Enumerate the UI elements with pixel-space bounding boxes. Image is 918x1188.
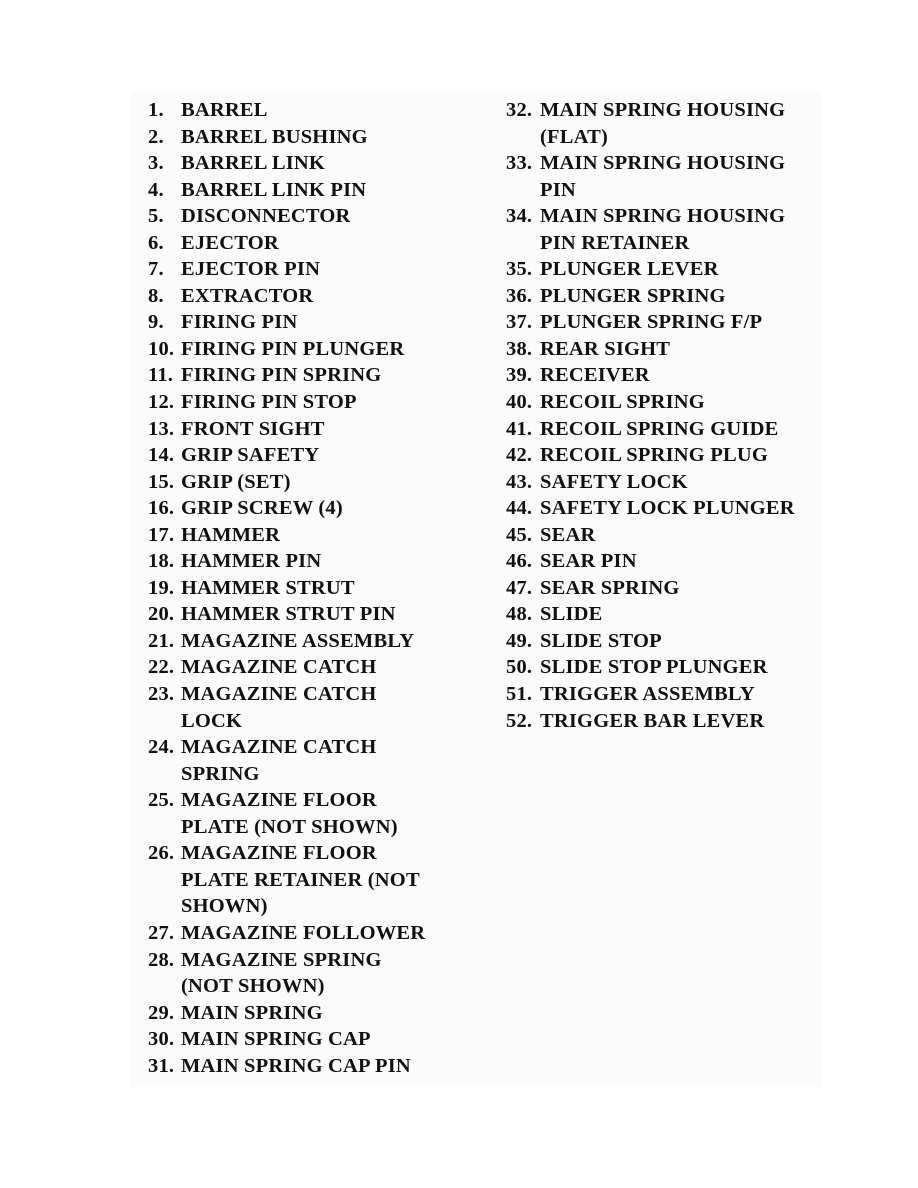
part-list-item — [148, 522, 425, 549]
part-name-line: SEAR SPRING — [540, 576, 680, 599]
part-name-line: EXTRACTOR — [181, 284, 314, 307]
part-number: 18. — [148, 550, 175, 573]
part-name — [540, 548, 637, 575]
part-name — [540, 469, 688, 496]
part-name-line: MAGAZINE CATCH — [181, 736, 377, 759]
part-name — [540, 283, 726, 310]
part-name — [540, 309, 762, 336]
part-list-item — [148, 1000, 425, 1027]
part-name — [540, 495, 795, 522]
part-number: 8. — [148, 284, 164, 307]
part-name-line: MAGAZINE ASSEMBLY — [181, 629, 415, 652]
part-name-line: SLIDE — [540, 603, 603, 626]
part-name-line: PLUNGER LEVER — [540, 258, 719, 281]
part-name-line: SHOWN) — [181, 895, 268, 918]
part-name — [181, 548, 321, 575]
part-name — [540, 654, 768, 681]
part-list-item — [148, 124, 425, 151]
part-name-line: PLUNGER SPRING — [540, 284, 726, 307]
part-name-line: REAR SIGHT — [540, 337, 671, 360]
part-list-item — [506, 203, 795, 256]
part-name-line: BARREL BUSHING — [181, 125, 368, 148]
part-name — [181, 230, 279, 257]
part-number: 16. — [148, 497, 175, 520]
part-name — [181, 654, 376, 681]
part-name-line: MAGAZINE CATCH — [181, 656, 377, 679]
part-number: 20. — [148, 603, 175, 626]
part-number: 25. — [148, 789, 175, 812]
part-list-item — [506, 708, 795, 735]
part-name-line: DISCONNECTOR — [181, 205, 351, 228]
part-name-line: PLUNGER SPRING F/P — [540, 311, 763, 334]
part-number: 24. — [148, 736, 175, 759]
part-name — [540, 416, 778, 443]
part-name-line: RECEIVER — [540, 364, 650, 387]
part-name-line: MAIN SPRING HOUSING — [540, 152, 786, 175]
part-name-line: MAGAZINE FLOOR — [181, 842, 377, 865]
part-name-line: GRIP (SET) — [181, 470, 291, 493]
part-list-item — [506, 362, 795, 389]
part-list-item — [506, 336, 795, 363]
part-name-line: SEAR — [540, 523, 596, 546]
part-name — [181, 416, 325, 443]
part-list-item — [506, 628, 795, 655]
part-name — [540, 97, 785, 150]
part-name-line: GRIP SAFETY — [181, 444, 320, 467]
part-name-line: TRIGGER ASSEMBLY — [540, 683, 755, 706]
part-name-line: PIN — [540, 178, 576, 201]
part-name — [540, 256, 719, 283]
part-number: 45. — [506, 523, 533, 546]
parts-list-right-column — [506, 97, 795, 734]
part-name-line: MAIN SPRING CAP PIN — [181, 1054, 411, 1077]
part-name-line: GRIP SCREW (4) — [181, 497, 343, 520]
part-name — [181, 920, 425, 947]
part-number: 35. — [506, 258, 533, 281]
part-name — [181, 283, 313, 310]
part-name — [181, 469, 291, 496]
part-number: 43. — [506, 470, 533, 493]
part-list-item — [148, 283, 425, 310]
part-list-item — [148, 1053, 425, 1080]
part-number: 27. — [148, 921, 175, 944]
part-name — [181, 947, 382, 1000]
part-number: 49. — [506, 629, 533, 652]
part-number: 51. — [506, 683, 533, 706]
part-list-item — [506, 309, 795, 336]
part-name — [540, 601, 603, 628]
part-name-line: MAGAZINE CATCH — [181, 683, 377, 706]
part-list-item — [148, 177, 425, 204]
part-name-line: SLIDE STOP — [540, 629, 662, 652]
part-number: 11. — [148, 364, 174, 387]
part-number: 50. — [506, 656, 533, 679]
part-name — [540, 389, 705, 416]
part-number: 37. — [506, 311, 533, 334]
part-number: 21. — [148, 629, 175, 652]
part-number: 31. — [148, 1054, 175, 1077]
part-name — [181, 522, 280, 549]
part-number: 4. — [148, 178, 164, 201]
part-name — [540, 336, 670, 363]
part-list-item — [148, 920, 425, 947]
part-number: 1. — [148, 99, 164, 121]
part-number: 34. — [506, 205, 533, 228]
part-name-line: SEAR PIN — [540, 550, 637, 573]
part-name-line: BARREL — [181, 99, 268, 121]
part-name-line: HAMMER — [181, 523, 281, 546]
part-name — [181, 97, 268, 124]
part-number: 9. — [148, 311, 164, 334]
part-name-line: BARREL LINK — [181, 152, 326, 175]
part-number: 38. — [506, 337, 533, 360]
part-list-item — [148, 362, 425, 389]
part-list-item — [506, 548, 795, 575]
part-name-line: MAGAZINE FOLLOWER — [181, 921, 426, 944]
part-name-line: (NOT SHOWN) — [181, 975, 325, 998]
part-number: 44. — [506, 497, 533, 520]
part-list-item — [148, 416, 425, 443]
part-name-line: FIRING PIN — [181, 311, 298, 334]
part-name — [181, 575, 355, 602]
part-list-item — [148, 1026, 425, 1053]
part-name — [181, 1053, 411, 1080]
part-list-item — [148, 840, 425, 920]
part-number: 41. — [506, 417, 533, 440]
part-name-line: PLATE RETAINER (NOT — [181, 868, 420, 891]
part-name — [181, 1026, 371, 1053]
part-name — [181, 734, 376, 787]
part-name-line: FRONT SIGHT — [181, 417, 325, 440]
part-number: 22. — [148, 656, 175, 679]
part-list-item — [148, 442, 425, 469]
part-name — [181, 256, 320, 283]
part-list-item — [506, 389, 795, 416]
part-name — [540, 150, 785, 203]
part-list-item — [506, 97, 795, 150]
part-name-line: SPRING — [181, 762, 260, 785]
part-name-line: PLATE (NOT SHOWN) — [181, 815, 398, 838]
part-list-item — [148, 389, 425, 416]
part-name-line: FIRING PIN STOP — [181, 391, 357, 414]
part-name — [181, 628, 414, 655]
part-number: 46. — [506, 550, 533, 573]
part-list-item — [148, 309, 425, 336]
part-list-item — [148, 628, 425, 655]
part-name — [181, 1000, 323, 1027]
part-name-line: RECOIL SPRING — [540, 391, 705, 414]
part-list-item — [506, 256, 795, 283]
part-name-line: MAIN SPRING — [181, 1001, 323, 1024]
part-name — [181, 177, 366, 204]
part-list-item — [506, 601, 795, 628]
part-name-line: MAGAZINE SPRING — [181, 948, 382, 971]
part-name-line: LOCK — [181, 709, 243, 732]
part-list-item — [148, 469, 425, 496]
part-list-item — [148, 97, 425, 124]
part-name-line: SAFETY LOCK — [540, 470, 688, 493]
part-name — [540, 681, 755, 708]
part-name — [181, 840, 420, 920]
part-name-line: PIN RETAINER — [540, 231, 690, 254]
part-number: 28. — [148, 948, 175, 971]
part-list-item — [506, 681, 795, 708]
part-name-line: TRIGGER BAR LEVER — [540, 709, 765, 732]
part-name — [540, 203, 785, 256]
part-list-item — [506, 469, 795, 496]
part-number: 12. — [148, 391, 175, 414]
part-number: 47. — [506, 576, 533, 599]
part-name — [540, 442, 768, 469]
part-name — [181, 389, 357, 416]
part-list-item — [148, 548, 425, 575]
part-name — [540, 708, 764, 735]
part-name — [181, 681, 376, 734]
part-name-line: FIRING PIN PLUNGER — [181, 337, 405, 360]
part-list-item — [506, 442, 795, 469]
part-list-item — [506, 416, 795, 443]
part-list-item — [148, 336, 425, 363]
part-number: 3. — [148, 152, 164, 175]
part-number: 17. — [148, 523, 175, 546]
part-list-item — [148, 681, 425, 734]
part-name-line: HAMMER STRUT PIN — [181, 603, 396, 626]
part-name-line: HAMMER STRUT — [181, 576, 355, 599]
part-number: 40. — [506, 391, 533, 414]
part-list-item — [148, 575, 425, 602]
part-number: 7. — [148, 258, 164, 281]
part-name — [181, 150, 325, 177]
part-name-line: MAIN SPRING HOUSING — [540, 205, 786, 228]
part-name — [540, 575, 679, 602]
part-name — [181, 787, 398, 840]
part-name-line: EJECTOR — [181, 231, 279, 254]
part-number: 29. — [148, 1001, 175, 1024]
part-number: 14. — [148, 444, 175, 467]
part-number: 15. — [148, 470, 175, 493]
part-name — [540, 362, 650, 389]
part-number: 5. — [148, 205, 164, 228]
parts-list-left-column — [148, 97, 425, 1079]
part-number: 19. — [148, 576, 175, 599]
part-name — [181, 124, 368, 151]
part-name — [181, 601, 396, 628]
part-list-item — [148, 203, 425, 230]
part-number: 42. — [506, 444, 533, 467]
part-list-item — [506, 575, 795, 602]
part-list-item — [148, 734, 425, 787]
part-name — [181, 203, 350, 230]
part-number: 2. — [148, 125, 164, 148]
part-name — [540, 628, 662, 655]
part-number: 32. — [506, 99, 533, 121]
part-list-item — [148, 150, 425, 177]
part-number: 13. — [148, 417, 175, 440]
part-list-item — [148, 787, 425, 840]
part-name — [181, 336, 404, 363]
part-number: 26. — [148, 842, 175, 865]
part-name — [181, 442, 319, 469]
part-list-item — [148, 256, 425, 283]
part-number: 39. — [506, 364, 533, 387]
part-name-line: FIRING PIN SPRING — [181, 364, 382, 387]
part-list-item — [506, 522, 795, 549]
part-number: 48. — [506, 603, 533, 626]
part-list-item — [148, 495, 425, 522]
part-name-line: EJECTOR PIN — [181, 258, 321, 281]
part-number: 52. — [506, 709, 533, 732]
part-number: 36. — [506, 284, 533, 307]
part-name-line: SLIDE STOP PLUNGER — [540, 656, 768, 679]
part-number: 23. — [148, 683, 175, 706]
part-list-item — [148, 230, 425, 257]
part-name-line: SAFETY LOCK PLUNGER — [540, 497, 795, 520]
part-number: 30. — [148, 1028, 175, 1051]
part-number: 6. — [148, 231, 164, 254]
part-name-line: MAIN SPRING CAP — [181, 1028, 371, 1051]
part-number: 10. — [148, 337, 175, 360]
part-list-item — [148, 947, 425, 1000]
part-list-item — [506, 654, 795, 681]
part-name — [181, 362, 381, 389]
part-name-line: (FLAT) — [540, 125, 609, 148]
part-name-line: MAIN SPRING HOUSING — [540, 99, 786, 121]
part-name-line: BARREL LINK PIN — [181, 178, 367, 201]
part-name-line: RECOIL SPRING PLUG — [540, 444, 768, 467]
part-name — [181, 495, 343, 522]
part-name — [540, 522, 595, 549]
part-name-line: RECOIL SPRING GUIDE — [540, 417, 779, 440]
part-list-item — [506, 150, 795, 203]
part-name — [181, 309, 297, 336]
part-list-item — [148, 601, 425, 628]
part-list-item — [506, 495, 795, 522]
part-list-item — [506, 283, 795, 310]
part-name-line: HAMMER PIN — [181, 550, 322, 573]
part-number: 33. — [506, 152, 533, 175]
part-name-line: MAGAZINE FLOOR — [181, 789, 377, 812]
part-list-item — [148, 654, 425, 681]
